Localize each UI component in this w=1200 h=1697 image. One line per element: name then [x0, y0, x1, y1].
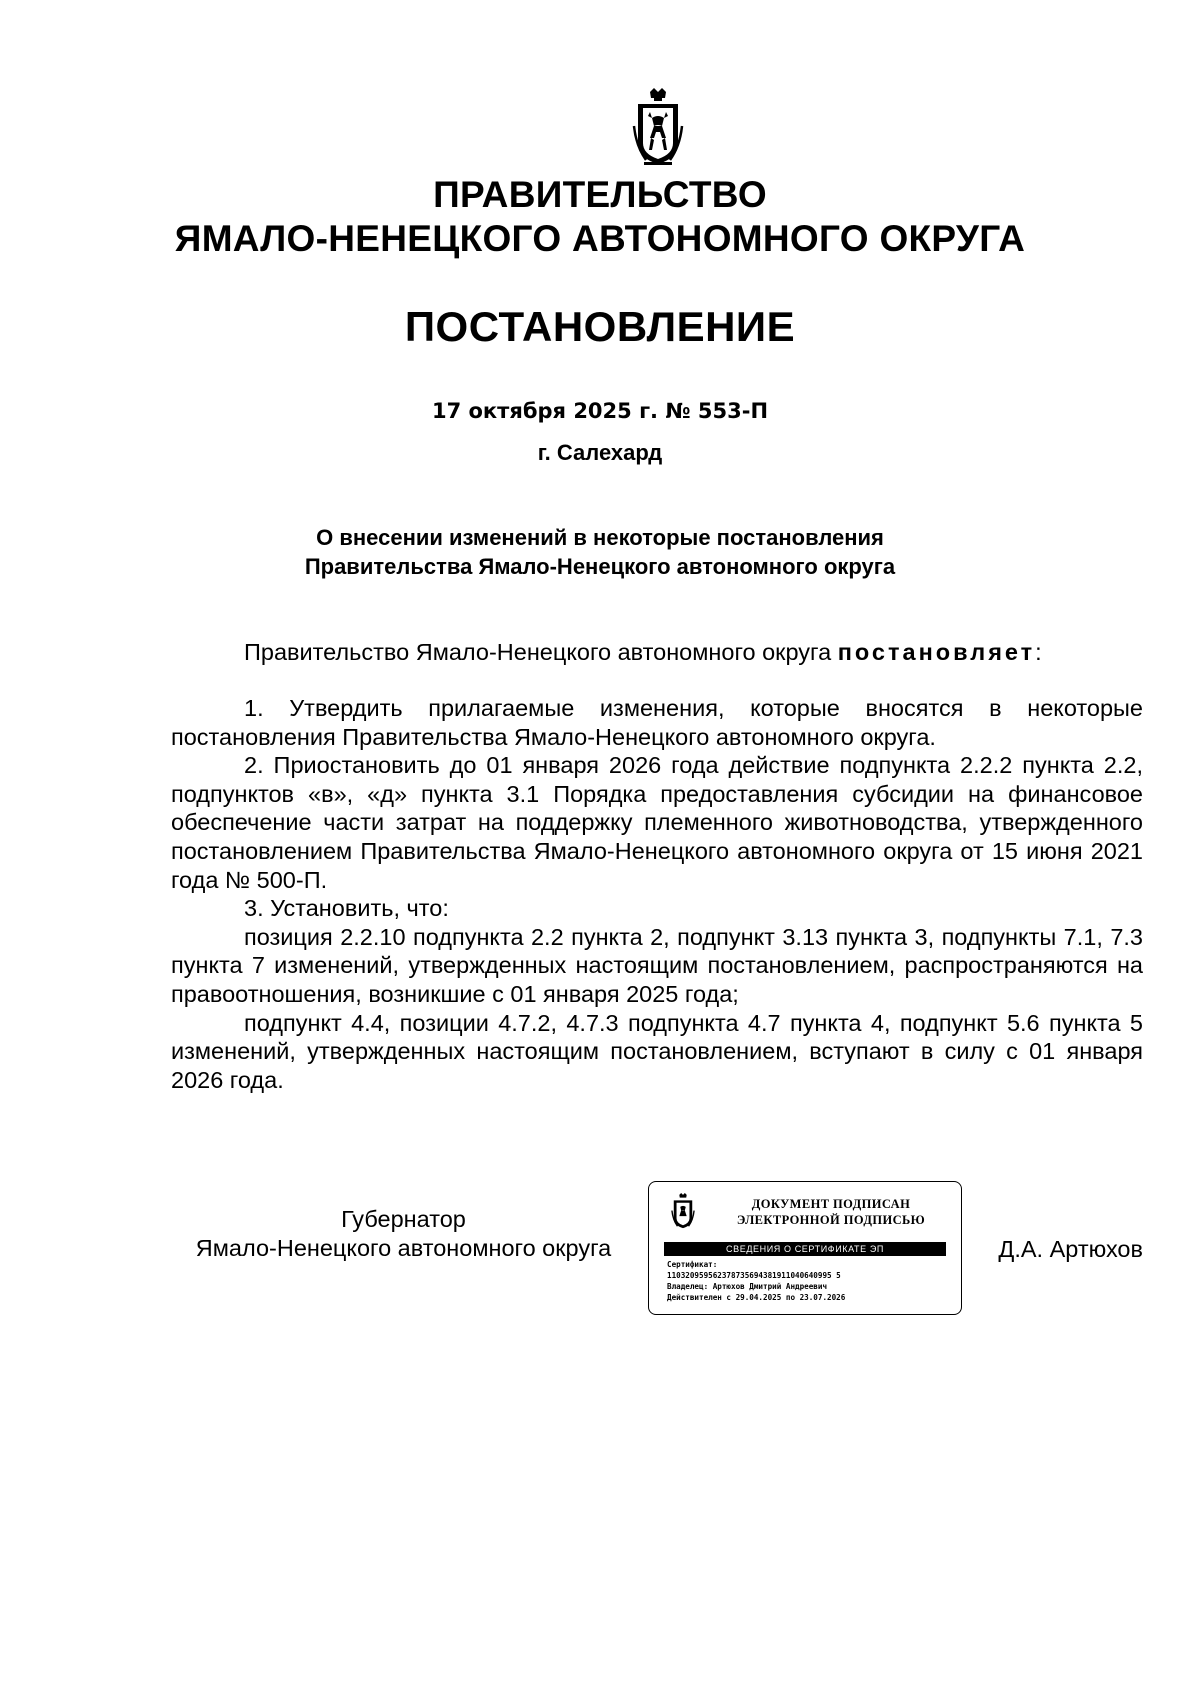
signatory-position: [171, 1205, 636, 1263]
resolution-item-1: 1. Утвердить прилагаемые изменения, которые вносятся в некоторые постановления Правительства Ямало-Ненецкого автономного округа.: [171, 695, 1143, 750]
subject-line-2: Правительства Ямало-Ненецкого автономного округа: [304, 554, 896, 579]
electronic-signature-stamp: [648, 1181, 962, 1315]
intro-emphasis: постановляет: [837, 639, 1036, 665]
intro-text: Правительство Ямало-Ненецкого автономного округа: [244, 639, 838, 665]
stamp-certificate-info: [667, 1259, 957, 1303]
signatory-region: Ямало-Ненецкого автономного округа: [195, 1235, 612, 1261]
document-city: г. Салехард: [537, 440, 663, 465]
resolution-item-3-clause-1: позиция 2.2.10 подпункта 2.2 пункта 2, подпункт 3.13 пункта 3, подпункты 7.1, 7.3 пункта 7 изменений, утвержденных настоящим постановлением, распространяются на правоотношения, возникшие с 01 января 2025 года;: [171, 923, 1143, 1007]
resolution-intro: [171, 638, 1143, 667]
stamp-owner: Владелец: Артюхов Дмитрий Андреевич: [667, 1282, 828, 1291]
government-title: ПРАВИТЕЛЬСТВО: [433, 174, 767, 215]
government-region-title: ЯМАЛО-НЕНЕЦКОГО АВТОНОМНОГО ОКРУГА: [174, 218, 1026, 259]
stamp-cert-number: 110320959562378735694381911040640995 5: [667, 1271, 841, 1280]
document-type: ПОСТАНОВЛЕНИЕ: [404, 303, 796, 350]
yamal-coat-of-arms-icon: [632, 86, 684, 168]
stamp-title-line-1: ДОКУМЕНТ ПОДПИСАН: [751, 1197, 911, 1211]
document-date-number: 17 октября 2025 г. № 553-П: [431, 399, 769, 423]
yamal-coat-of-arms-icon: [671, 1192, 695, 1230]
subject-line-1: О внесении изменений в некоторые постановления: [316, 525, 884, 550]
signatory-title: Губернатор: [341, 1206, 466, 1232]
document-subject: [0, 523, 1200, 581]
resolution-item-3-clause-2: подпункт 4.4, позиции 4.7.2, 4.7.3 подпункта 4.7 пункта 4, подпункт 5.6 пункта 5 изменений, утвержденных настоящим постановлением, вступают в силу с 01 января 2026 года.: [171, 1009, 1143, 1093]
stamp-title: [711, 1196, 951, 1228]
stamp-certificate-bar: СВЕДЕНИЯ О СЕРТИФИКАТЕ ЭП: [664, 1242, 946, 1256]
intro-end: :: [1035, 639, 1042, 665]
stamp-validity: Действителен с 29.04.2025 по 23.07.2026: [667, 1293, 846, 1302]
resolution-items: [171, 694, 1143, 1094]
resolution-item-3: 3. Установить, что:: [244, 895, 449, 922]
resolution-item-2: 2. Приостановить до 01 января 2026 года действие подпункта 2.2.2 пункта 2.2, подпунктов «в», «д» пункта 3.1 Порядка предоставления субсидии на финансовое обеспечение части затрат на поддержку племенного животноводства, утвержденного постановлением Правительства Ямало-Ненецкого автономного округа от 15 июня 2021 года № 500-П.: [171, 752, 1143, 893]
stamp-title-line-2: ЭЛЕКТРОННОЙ ПОДПИСЬЮ: [736, 1213, 926, 1227]
signatory-name: Д.А. Артюхов: [998, 1236, 1143, 1262]
stamp-cert-label: Сертификат:: [667, 1260, 718, 1269]
